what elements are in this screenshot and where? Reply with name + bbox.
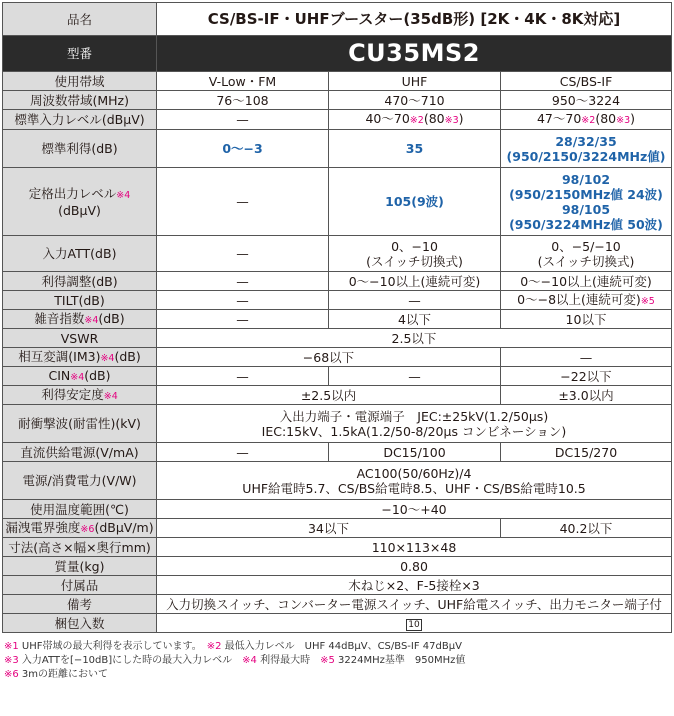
input-uhf-max: (80 [423,111,445,126]
cin-label-unit: (dB) [84,367,111,383]
footnotes [4,640,668,682]
leakage-vlow-uhf: 34以下 [157,519,501,538]
row-mass [3,557,672,576]
footnote-text: 最低入力レベル UHF 44dBμV、CS/BS-IF 47dBμV [221,641,462,652]
row-model [3,36,672,72]
surge-value [157,405,672,443]
noise-uhf: 4以下 [329,310,501,329]
footnote-text: 入力ATTを[−10dB]にした時の最大入力レベル [18,655,243,666]
tilt-label: TILT(dB) [3,291,157,310]
mass-value: 0.80 [157,557,672,576]
input-level-vlow: — [157,110,329,130]
output-csbs-d: (950/3224MHz値 50波) [509,216,663,232]
gain-csbs-values: 28/32/35 [555,133,617,149]
cin-csbs: −22以下 [501,367,672,386]
noise-csbs: 10以下 [501,310,672,329]
footnote-line-1 [4,640,668,654]
row-output-level [3,168,672,236]
size-value: 110×113×48 [157,538,672,557]
footnote-text: 利得最大時 [256,655,321,666]
stability-csbs: ±3.0以内 [501,386,672,405]
power-line-1: AC100(50/60Hz)/4 [356,465,472,481]
row-band [3,72,672,91]
row-power [3,462,672,500]
footnote-text: UHF帯域の最大利得を表示しています。 [18,641,207,652]
output-label-main: 定格出力レベル [28,185,117,201]
cin-uhf: — [329,367,501,386]
leakage-label-main: 漏洩電界強度 [5,519,81,535]
footnote-mark: ※3 [4,655,19,666]
band-uhf: UHF [329,72,501,91]
row-leakage [3,519,672,538]
temperature-label: 使用温度範囲(℃) [3,500,157,519]
stability-label-main: 利得安定度 [41,386,104,402]
pack-label: 梱包入数 [3,614,157,633]
footnote-mark: ※4 [242,655,257,666]
input-csbs-range: 47〜70 [536,111,582,126]
note-mark: ※6 [80,523,95,535]
im3-label-main: 相互変調(IM3) [18,348,101,364]
footnote-text: 3224MHz基準 950MHz値 [334,655,466,666]
band-vlow: V-Low・FM [157,72,329,91]
pack-value [157,614,672,633]
footnote-line-2 [4,654,668,668]
input-level-label: 標準入力レベル(dBμV) [3,110,157,130]
input-csbs-max: (80 [595,111,617,126]
tilt-uhf: — [329,291,501,310]
adjust-uhf: 0〜−10以上(連続可変) [329,272,501,291]
row-remarks [3,595,672,614]
leakage-csbs: 40.2以下 [501,519,672,538]
footnote-mark: ※5 [320,655,335,666]
note-mark: ※3 [616,115,631,126]
row-product-name [3,3,672,36]
noise-vlow: — [157,310,329,329]
accessories-value: 木ねじ×2、F-5接栓×3 [157,576,672,595]
att-csbs-values: 0、−5/−10 [551,238,621,254]
note-mark: ※2 [409,115,424,126]
accessories-label: 付属品 [3,576,157,595]
note-mark: ※5 [640,295,655,307]
footnote-mark: ※1 [4,641,19,652]
surge-label: 耐衝撃波(耐雷性)(kV) [3,405,157,443]
output-csbs-c: 98/105 [561,201,611,217]
tilt-vlow: — [157,291,329,310]
im3-label [3,348,157,367]
pack-count-box: 10 [408,620,420,630]
row-noise [3,310,672,329]
frequency-uhf: 470〜710 [329,91,501,110]
input-uhf-close: ) [458,111,464,126]
vswr-value: 2.5以下 [157,329,672,348]
im3-vlow-uhf: −68以下 [157,348,501,367]
footnote-mark: ※6 [4,669,19,680]
gain-label: 標準利得(dB) [3,130,157,168]
mass-label: 質量(kg) [3,557,157,576]
input-csbs-close: ) [630,111,636,126]
remarks-value: 入力切換スイッチ、コンバーター電源スイッチ、UHF給電スイッチ、出力モニター端子付 [157,595,672,614]
att-vlow: — [157,236,329,272]
gain-vlow: 0〜−3 [157,130,329,168]
row-input-att [3,236,672,272]
output-csbs-a: 98/102 [561,171,611,187]
output-level-csbs [501,168,672,236]
input-uhf-range: 40〜70 [365,111,410,126]
output-level-vlow: — [157,168,329,236]
noise-label-main: 雑音指数 [34,310,85,326]
row-stability [3,386,672,405]
vswr-label: VSWR [3,329,157,348]
cin-label-main: CIN [48,367,71,383]
att-label: 入力ATT(dB) [3,236,157,272]
row-input-level [3,110,672,130]
row-cin [3,367,672,386]
dc-vlow: — [157,443,329,462]
product-label: 品名 [3,3,157,36]
adjust-vlow: — [157,272,329,291]
note-mark: ※4 [116,189,131,201]
size-label: 寸法(高さ×幅×奥行mm) [3,538,157,557]
footnote-text: 3mの距離において [18,669,109,680]
tilt-csbs [501,291,672,310]
att-uhf-type: (スイッチ切換式) [366,253,463,269]
model-number: CU35MS2 [157,36,672,72]
gain-csbs-freq: (950/2150/3224MHz値) [506,148,666,164]
note-mark: ※3 [444,115,459,126]
att-csbs [501,236,672,272]
band-label: 使用帯域 [3,72,157,91]
adjust-label: 利得調整(dB) [3,272,157,291]
cin-label [3,367,157,386]
row-pack [3,614,672,633]
row-temperature [3,500,672,519]
att-uhf [329,236,501,272]
frequency-label: 周波数帯域(MHz) [3,91,157,110]
band-csbs: CS/BS-IF [501,72,672,91]
output-level-label [3,168,157,236]
output-csbs-b: (950/2150MHz値 24波) [509,186,663,202]
row-dc-supply [3,443,672,462]
row-im3 [3,348,672,367]
remarks-label: 備考 [3,595,157,614]
att-csbs-type: (スイッチ切換式) [537,253,635,269]
spec-table [2,2,672,633]
footnote-line-3 [4,668,668,682]
leakage-label-unit: (dBμV/m) [94,519,154,535]
row-accessories [3,576,672,595]
noise-label [3,310,157,329]
im3-label-unit: (dB) [114,348,141,364]
output-label-unit: (dBμV) [58,202,101,218]
row-gain [3,130,672,168]
att-uhf-values: 0、−10 [391,238,438,254]
dc-uhf: DC15/100 [329,443,501,462]
leakage-label [3,519,157,538]
input-level-uhf [329,110,501,130]
row-tilt [3,291,672,310]
stability-vlow-uhf: ±2.5以内 [157,386,501,405]
tilt-csbs-value: 0〜−8以上(連続可変) [517,291,641,307]
adjust-csbs: 0〜−10以上(連続可変) [501,272,672,291]
surge-line-2: IEC:15kV、1.5kA(1.2/50-8/20μs コンビネーション) [261,423,567,439]
noise-label-unit: (dB) [98,310,125,326]
note-mark: ※4 [100,352,115,364]
frequency-vlow: 76〜108 [157,91,329,110]
im3-csbs: — [501,348,672,367]
product-name: CS/BS-IF・UHFブースター(35dB形) [2K・4K・8K対応] [157,3,672,36]
note-mark: ※4 [70,371,85,383]
row-vswr [3,329,672,348]
note-mark: ※2 [581,115,596,126]
surge-line-1: 入出力端子・電源端子 JEC:±25kV(1.2/50μs) [279,408,549,424]
model-label: 型番 [3,36,157,72]
power-value [157,462,672,500]
row-frequency [3,91,672,110]
cin-vlow: — [157,367,329,386]
dc-label: 直流供給電源(V/mA) [3,443,157,462]
input-level-csbs [501,110,672,130]
power-line-2: UHF給電時5.7、CS/BS給電時8.5、UHF・CS/BS給電時10.5 [242,480,586,496]
stability-label [3,386,157,405]
note-mark: ※4 [84,314,99,326]
gain-csbs [501,130,672,168]
note-mark: ※4 [103,390,118,402]
temperature-value: −10〜+40 [157,500,672,519]
row-surge [3,405,672,443]
power-label: 電源/消費電力(V/W) [3,462,157,500]
dc-csbs: DC15/270 [501,443,672,462]
frequency-csbs: 950〜3224 [501,91,672,110]
gain-uhf: 35 [329,130,501,168]
footnote-mark: ※2 [206,641,222,652]
output-level-uhf: 105(9波) [329,168,501,236]
row-size [3,538,672,557]
row-gain-adjust [3,272,672,291]
